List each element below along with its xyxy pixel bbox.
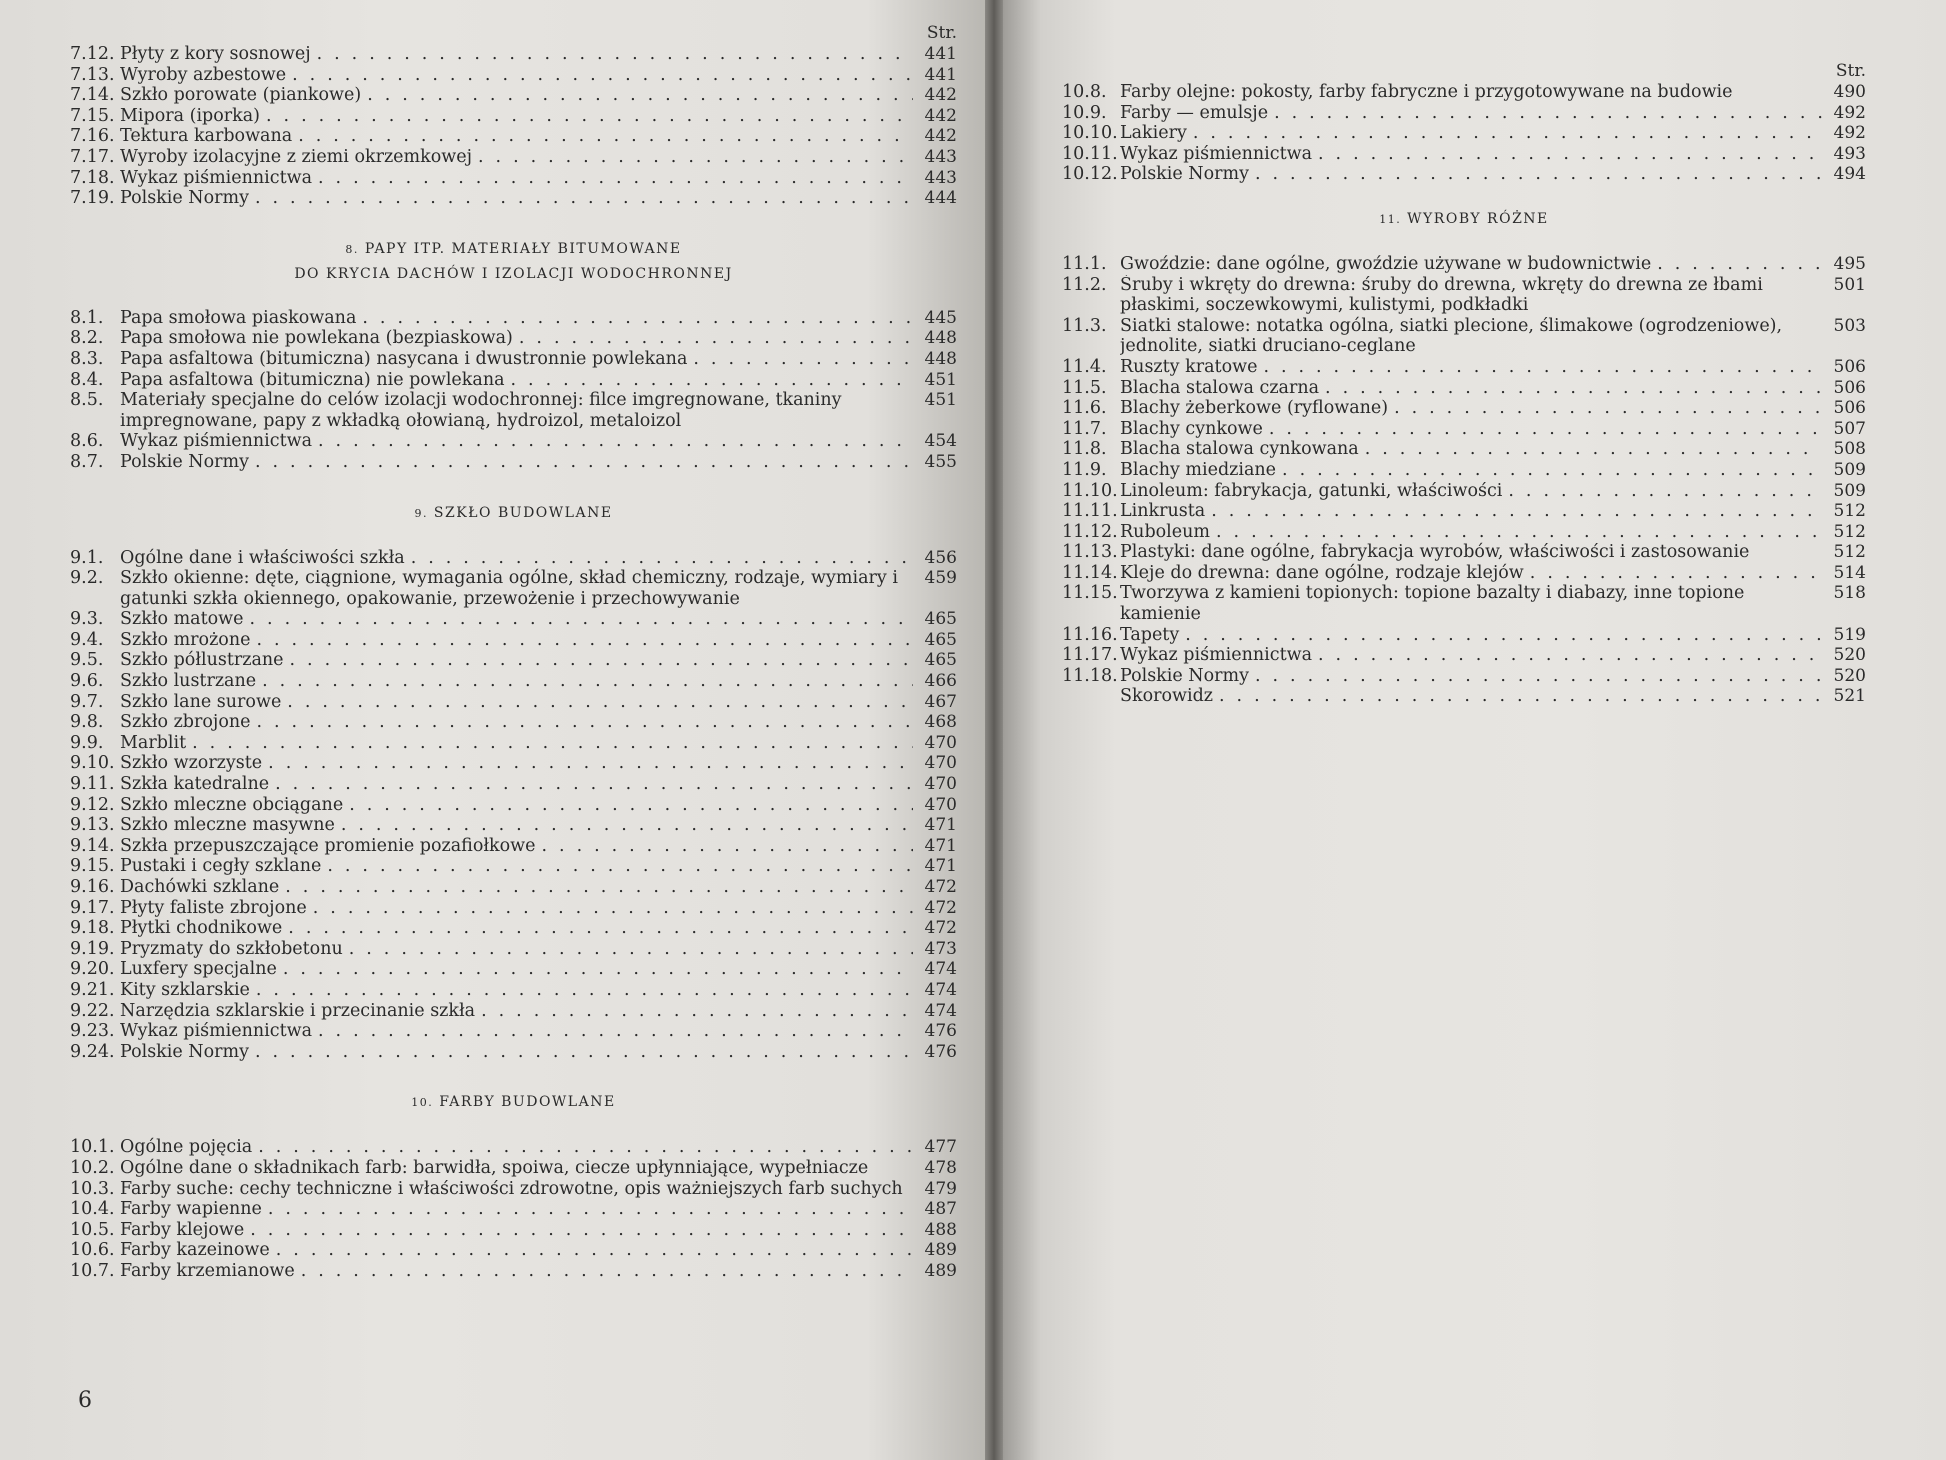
entry-title: Wyroby azbestowe . . . — [120, 65, 913, 86]
entry-page: 441 — [924, 64, 957, 85]
toc-entry — [70, 815, 957, 836]
entry-number: 11.9. — [1062, 459, 1107, 480]
entry-number: 10.8. — [1062, 82, 1107, 102]
entry-number: 10.1. — [70, 1137, 115, 1158]
entry-page: 506 — [1833, 356, 1866, 377]
entry-title: Skorowidz . . . — [1120, 686, 1822, 707]
entry-page: 456 — [924, 547, 957, 568]
entry-page: 448 — [924, 348, 957, 369]
toc-group-7 — [70, 44, 957, 209]
entry-page: 465 — [924, 629, 957, 650]
entry-number: 9.12. — [70, 794, 115, 815]
toc-entry — [1062, 82, 1866, 103]
toc-entry — [70, 168, 957, 189]
entry-number: 9.18. — [70, 918, 115, 939]
entry-page: 470 — [924, 753, 957, 774]
entry-title: Wykaz piśmiennictwa . . . — [120, 431, 913, 452]
entry-number: 7.15. — [70, 105, 115, 126]
entry-title: Farby — emulsje . . . — [1120, 103, 1822, 124]
entry-title: Blachy cynkowe . . . — [1120, 419, 1822, 440]
entry-number: 10.5. — [70, 1219, 115, 1240]
toc-entry — [1062, 275, 1866, 316]
entry-page: 471 — [924, 856, 957, 877]
toc-entry — [70, 328, 957, 349]
entry-number: 9.22. — [70, 1000, 115, 1021]
toc-entry — [1062, 522, 1866, 543]
entry-number: 11.4. — [1062, 356, 1107, 377]
toc-section-9 — [70, 548, 957, 1063]
entry-number: 11.11. — [1062, 501, 1118, 522]
entry-page: 442 — [924, 105, 957, 126]
entry-title: Blachy żeberkowe (ryflowane) . . . — [1120, 398, 1822, 419]
entry-title: Farby klejowe . . . — [120, 1220, 913, 1241]
entry-page: 474 — [924, 979, 957, 1000]
entry-title: Lakiery . . . — [1120, 123, 1822, 144]
toc-entry — [70, 1179, 957, 1200]
entry-number: 9.6. — [70, 671, 104, 692]
entry-title: Farby kazeinowe . . . — [120, 1240, 913, 1261]
toc-entry — [70, 856, 957, 877]
entry-number: 8.4. — [70, 369, 104, 390]
entry-number: 9.24. — [70, 1041, 115, 1062]
entry-number: 11.6. — [1062, 398, 1107, 419]
entry-number: 9.16. — [70, 877, 115, 897]
toc-entry — [70, 147, 957, 168]
entry-number: 8.1. — [70, 307, 104, 328]
entry-page: 448 — [924, 328, 957, 349]
toc-entry — [1062, 460, 1866, 481]
entry-title: Szkło lane surowe . . . — [120, 692, 913, 713]
entry-number: 9.4. — [70, 629, 104, 650]
toc-entry — [70, 65, 957, 86]
entry-title: Polskie Normy . . . — [120, 452, 913, 473]
entry-number: 10.10. — [1062, 123, 1118, 144]
entry-title: Blacha stalowa czarna . . . — [1120, 378, 1822, 399]
toc-entry — [70, 390, 957, 431]
entry-title: Szkło matowe . . . — [120, 609, 913, 630]
entry-page: 507 — [1833, 418, 1866, 439]
entry-page: 471 — [924, 815, 957, 836]
toc-entry — [1062, 439, 1866, 460]
entry-number: 11.5. — [1062, 377, 1107, 398]
entry-number: 8.6. — [70, 431, 104, 452]
entry-page: 444 — [924, 188, 957, 209]
toc-entry — [70, 1001, 957, 1022]
entry-page: 518 — [1833, 583, 1866, 604]
toc-entry — [70, 1240, 957, 1261]
entry-title: Wykaz piśmiennictwa . . . — [120, 1021, 913, 1042]
entry-page: 473 — [924, 938, 957, 959]
entry-number: 11.2. — [1062, 274, 1107, 295]
entry-number: 10.12. — [1062, 164, 1118, 185]
entry-title: Pustaki i cegły szklane . . . — [120, 856, 913, 877]
entry-number: 9.15. — [70, 856, 115, 877]
entry-page: 512 — [1833, 501, 1866, 522]
toc-entry — [70, 774, 957, 795]
entry-title: Tektura karbowana . . . — [120, 126, 913, 147]
entry-title: Wykaz piśmiennictwa . . . — [1120, 645, 1822, 666]
toc-entry — [1062, 103, 1866, 124]
entry-number: 9.11. — [70, 774, 115, 795]
toc-entry — [1062, 542, 1866, 563]
entry-page: 443 — [924, 146, 957, 167]
entry-title: Kity szklarskie . . . — [120, 980, 913, 1001]
entry-page: 465 — [924, 609, 957, 630]
toc-entry — [70, 126, 957, 147]
entry-page: 509 — [1833, 480, 1866, 501]
entry-title: Szkło mleczne masywne . . . — [120, 815, 913, 836]
toc-entry — [1062, 357, 1866, 378]
entry-number: 9.17. — [70, 897, 115, 918]
entry-title: Blachy miedziane . . . — [1120, 460, 1822, 481]
entry-title: Wyroby izolacyjne z ziemi okrzemkowej . . . — [120, 147, 913, 168]
entry-number: 7.14. — [70, 85, 115, 106]
entry-number: 11.17. — [1062, 645, 1118, 666]
entry-page: 474 — [924, 959, 957, 980]
entry-number: 9.8. — [70, 712, 104, 733]
entry-title: Linoleum: fabrykacja, gatunki, właściwości . . . — [1120, 481, 1822, 502]
toc-entry — [1062, 563, 1866, 584]
entry-number: 8.7. — [70, 451, 104, 472]
toc-entry — [1062, 419, 1866, 440]
entry-page: 472 — [924, 877, 957, 897]
entry-number: 11.13. — [1062, 542, 1118, 563]
toc-entry — [70, 106, 957, 127]
entry-title: Materiały specjalne do celów izolacji wodochronnej: filce imgregnowane, tkaniny impregnowane, papy z wkładką ołowianą, hydroizol, metaloizol — [120, 390, 842, 431]
toc-entry — [1062, 501, 1866, 522]
entry-page: 471 — [924, 835, 957, 856]
toc-entry — [1062, 378, 1866, 399]
toc-entry — [70, 370, 957, 391]
entry-title: Narzędzia szklarskie i przecinanie szkła . . . — [120, 1001, 913, 1022]
entry-page: 495 — [1833, 253, 1866, 274]
toc-entry — [1062, 164, 1866, 185]
entry-title: Polskie Normy . . . — [120, 188, 913, 209]
book-gutter — [985, 0, 1003, 1460]
entry-title: Gwoździe: dane ogólne, gwoździe używane w budownictwie . . . — [1120, 254, 1822, 275]
entry-number: 9.2. — [70, 568, 104, 589]
entry-number: 7.13. — [70, 64, 115, 85]
entry-page: 508 — [1833, 439, 1866, 460]
toc-entry — [1062, 666, 1866, 687]
entry-title: Plastyki: dane ogólne, fabrykacja wyrobów, właściwości i zastosowanie — [1120, 542, 1750, 563]
entry-page: 503 — [1833, 315, 1866, 336]
toc-entry — [1062, 144, 1866, 165]
toc-entry — [70, 1158, 957, 1179]
entry-page: 490 — [1833, 82, 1866, 102]
entry-title: Blacha stalowa cynkowana . . . — [1120, 439, 1822, 460]
entry-title: Płyty z kory sosnowej . . . — [120, 44, 913, 65]
str-column-label: Str. — [1835, 61, 1866, 81]
entry-page: 506 — [1833, 377, 1866, 398]
entry-number: 11.1. — [1062, 253, 1107, 274]
entry-number: 11.12. — [1062, 521, 1118, 542]
toc-entry — [1062, 316, 1866, 357]
entry-number: 9.3. — [70, 609, 104, 630]
toc-entry — [70, 1261, 957, 1282]
entry-page: 466 — [924, 671, 957, 692]
entry-number: 11.16. — [1062, 624, 1118, 645]
entry-title: Szkło lustrzane . . . — [120, 671, 913, 692]
entry-number: 9.19. — [70, 938, 115, 959]
entry-number: 7.12. — [70, 44, 115, 64]
toc-entry — [1062, 123, 1866, 144]
entry-page: 442 — [924, 85, 957, 106]
entry-page: 474 — [924, 1000, 957, 1021]
entry-title: Płytki chodnikowe . . . — [120, 918, 913, 939]
entry-page: 521 — [1833, 686, 1866, 707]
toc-entry — [1062, 686, 1866, 707]
toc-entry — [70, 692, 957, 713]
toc-entry — [1062, 481, 1866, 502]
entry-page: 487 — [924, 1199, 957, 1220]
toc-entry — [70, 980, 957, 1001]
entry-number: 8.5. — [70, 390, 104, 411]
entry-page: 520 — [1833, 665, 1866, 686]
entry-title: Polskie Normy . . . — [120, 1042, 913, 1063]
entry-title: Marblit . . . — [120, 733, 913, 754]
entry-title: Farby olejne: pokosty, farby fabryczne i przygotowywane na budowie — [1120, 82, 1733, 102]
toc-entry — [1062, 583, 1866, 624]
entry-number: 10.7. — [70, 1260, 115, 1281]
entry-number: 10.11. — [1062, 143, 1118, 164]
entry-title: Ruboleum . . . — [1120, 522, 1822, 543]
entry-number: 9.1. — [70, 547, 104, 568]
entry-title: Ruszty kratowe . . . — [1120, 357, 1822, 378]
entry-title: Farby suche: cechy techniczne i właściwości zdrowotne, opis ważniejszych farb suchych — [120, 1178, 903, 1199]
entry-number: 8.3. — [70, 348, 104, 369]
entry-page: 455 — [924, 451, 957, 472]
entry-number: 9.9. — [70, 732, 104, 753]
entry-number: 9.14. — [70, 835, 115, 856]
entry-page: 478 — [924, 1157, 957, 1178]
entry-page: 442 — [924, 126, 957, 147]
entry-title: Papa asfaltowa (bitumiczna) nie powlekana . . . — [120, 370, 913, 391]
entry-page: 451 — [924, 390, 957, 411]
entry-number: 9.7. — [70, 691, 104, 712]
entry-page: 506 — [1833, 398, 1866, 419]
entry-title: Dachówki szklane . . . — [120, 877, 913, 898]
toc-entry — [70, 712, 957, 733]
toc-entry — [70, 795, 957, 816]
entry-page: 470 — [924, 774, 957, 795]
section-11-title: 11. WYROBY RÓŻNE — [1379, 210, 1549, 227]
entry-title: Papa smołowa nie powlekana (bezpiaskowa) . . . — [120, 328, 913, 349]
toc-entry — [70, 733, 957, 754]
entry-page: 468 — [924, 712, 957, 733]
toc-entry — [70, 85, 957, 106]
entry-title: Papa smołowa piaskowana . . . — [120, 308, 913, 329]
entry-title: Papa asfaltowa (bitumiczna) nasycana i dwustronnie powlekana . . . — [120, 349, 913, 370]
entry-page: 477 — [924, 1137, 957, 1158]
entry-page: 472 — [924, 918, 957, 939]
entry-page: 519 — [1833, 624, 1866, 645]
entry-page: 470 — [924, 794, 957, 815]
toc-section-11 — [1062, 254, 1866, 707]
toc-entry — [70, 308, 957, 329]
toc-section-10 — [70, 1137, 957, 1281]
entry-page: 472 — [924, 897, 957, 918]
entry-page: 459 — [924, 568, 957, 589]
entry-title: Szkło porowate (piankowe) . . . — [120, 85, 913, 106]
toc-entry — [70, 630, 957, 651]
entry-title: Polskie Normy . . . — [1120, 164, 1822, 185]
entry-title: Szkło półlustrzane . . . — [120, 650, 913, 671]
toc-entry — [70, 548, 957, 569]
toc-entry — [70, 650, 957, 671]
entry-page: 443 — [924, 167, 957, 188]
toc-entry — [70, 671, 957, 692]
entry-title: Kleje do drewna: dane ogólne, rodzaje klejów . . . — [1120, 563, 1822, 584]
toc-entry — [70, 836, 957, 857]
entry-title: Szkła przepuszczające promienie pozafiołkowe . . . — [120, 836, 913, 857]
entry-number: 9.10. — [70, 753, 115, 774]
toc-entry — [70, 877, 957, 898]
toc-entry — [70, 1199, 957, 1220]
toc-section-8 — [70, 308, 957, 473]
entry-number: 9.23. — [70, 1021, 115, 1042]
entry-page: 512 — [1833, 542, 1866, 563]
entry-title: Siatki stalowe: notatka ogólna, siatki plecione, ślimakowe (ogrodzeniowe), jednolite, siatki druciano-ceglane — [1120, 315, 1783, 357]
entry-page: 493 — [1833, 143, 1866, 164]
toc-entry — [70, 609, 957, 630]
entry-page: 470 — [924, 732, 957, 753]
entry-title: Tapety . . . — [1120, 625, 1822, 646]
entry-title: Ogólne pojęcia . . . — [120, 1137, 913, 1158]
entry-page: 488 — [924, 1219, 957, 1240]
entry-title: Wykaz piśmiennictwa . . . — [1120, 144, 1822, 165]
entry-page: 492 — [1833, 102, 1866, 123]
entry-number: 11.10. — [1062, 480, 1118, 501]
entry-title: Szkło mrożone . . . — [120, 630, 913, 651]
entry-title: Szkło mleczne obciągane . . . — [120, 795, 913, 816]
entry-page: 514 — [1833, 562, 1866, 583]
entry-number: 10.6. — [70, 1240, 115, 1261]
entry-page: 467 — [924, 691, 957, 712]
toc-entry — [70, 959, 957, 980]
entry-number: 10.2. — [70, 1157, 115, 1178]
entry-title: Mipora (iporka) . . . — [120, 106, 913, 127]
section-8-title-line1: 8. PAPY ITP. MATERIAŁY BITUMOWANE — [345, 240, 682, 257]
entry-page: 476 — [924, 1041, 957, 1062]
toc-entry — [70, 1021, 957, 1042]
entry-page: 492 — [1833, 123, 1866, 144]
toc-entry — [70, 349, 957, 370]
toc-entry — [70, 898, 957, 919]
entry-number: 7.19. — [70, 188, 115, 209]
entry-page: 494 — [1833, 164, 1866, 185]
section-9-title: 9. SZKŁO BUDOWLANE — [414, 504, 613, 521]
entry-page: 479 — [924, 1178, 957, 1199]
entry-number: 11.14. — [1062, 562, 1118, 583]
entry-page: 451 — [924, 369, 957, 390]
entry-number: 7.18. — [70, 167, 115, 188]
toc-entry — [70, 753, 957, 774]
page-number: 6 — [78, 1388, 92, 1413]
entry-number: 9.20. — [70, 959, 115, 980]
toc-entry — [1062, 398, 1866, 419]
entry-page: 441 — [924, 44, 957, 64]
entry-number: 11.18. — [1062, 665, 1118, 686]
toc-entry — [1062, 254, 1866, 275]
entry-title: Farby krzemianowe . . . — [120, 1261, 913, 1282]
section-8-title-line2: DO KRYCIA DACHÓW I IZOLACJI WODOCHRONNEJ — [294, 265, 733, 282]
toc-group-10 — [1062, 82, 1866, 185]
entry-title: Farby wapienne . . . — [120, 1199, 913, 1220]
entry-number: 10.3. — [70, 1178, 115, 1199]
entry-number: 11.3. — [1062, 315, 1107, 336]
toc-entry — [1062, 645, 1866, 666]
entry-page: 465 — [924, 650, 957, 671]
right-page — [1003, 0, 1946, 1460]
entry-page: 501 — [1833, 274, 1866, 295]
toc-entry — [70, 568, 957, 609]
entry-title: Szkło okienne: dęte, ciągnione, wymagania ogólne, skład chemiczny, rodzaje, wymiary i gatunki szkła okiennego, opakowanie, przewożenie i przechowywanie — [120, 568, 898, 609]
str-column-label: Str. — [926, 23, 957, 43]
toc-entry — [70, 1137, 957, 1158]
entry-title: Szkło zbrojone . . . — [120, 712, 913, 733]
entry-number: 10.9. — [1062, 102, 1107, 123]
entry-title: Polskie Normy . . . — [1120, 666, 1822, 687]
entry-number: 9.21. — [70, 979, 115, 1000]
entry-number: 9.5. — [70, 650, 104, 671]
toc-entry — [70, 1220, 957, 1241]
entry-page: 520 — [1833, 645, 1866, 666]
toc-entry — [70, 452, 957, 473]
entry-title: Płyty faliste zbrojone . . . — [120, 898, 913, 919]
entry-title: Ogólne dane i właściwości szkła . . . — [120, 548, 913, 569]
entry-page: 489 — [924, 1260, 957, 1281]
entry-title: Szkło wzorzyste . . . — [120, 753, 913, 774]
entry-number: 9.13. — [70, 815, 115, 836]
entry-page: 512 — [1833, 521, 1866, 542]
entry-page: 454 — [924, 431, 957, 452]
entry-number: 11.8. — [1062, 439, 1107, 460]
entry-number — [1062, 686, 1120, 707]
entry-number: 8.2. — [70, 328, 104, 349]
entry-title: Ogólne dane o składnikach farb: barwidła, spoiwa, ciecze upłynniające, wypełniacze — [120, 1157, 869, 1178]
entry-page: 509 — [1833, 459, 1866, 480]
entry-title: Wykaz piśmiennictwa . . . — [120, 168, 913, 189]
toc-entry — [70, 188, 957, 209]
entry-title: Śruby i wkręty do drewna: śruby do drewna, wkręty do drewna ze łbami płaskimi, soczewkowymi, kulistymi, podkładki — [1120, 274, 1763, 316]
toc-entry — [1062, 625, 1866, 646]
entry-number: 7.16. — [70, 126, 115, 147]
entry-page: 476 — [924, 1021, 957, 1042]
toc-entry — [70, 431, 957, 452]
entry-title: Szkła katedralne . . . — [120, 774, 913, 795]
toc-entry — [70, 939, 957, 960]
toc-entry — [70, 1042, 957, 1063]
entry-title: Pryzmaty do szkłobetonu . . . — [120, 939, 913, 960]
entry-number: 11.7. — [1062, 418, 1107, 439]
toc-entry — [70, 44, 957, 65]
entry-title: Linkrusta . . . — [1120, 501, 1822, 522]
section-10-title: 10. FARBY BUDOWLANE — [411, 1094, 616, 1111]
entry-number: 11.15. — [1062, 583, 1118, 604]
entry-number: 7.17. — [70, 146, 115, 167]
entry-page: 445 — [924, 307, 957, 328]
entry-title: Luxfery specjalne . . . — [120, 959, 913, 980]
toc-entry — [70, 918, 957, 939]
entry-number: 10.4. — [70, 1199, 115, 1220]
entry-title: Tworzywa z kamieni topionych: topione bazalty i diabazy, inne topione kamienie — [1120, 583, 1745, 625]
entry-page: 489 — [924, 1240, 957, 1261]
